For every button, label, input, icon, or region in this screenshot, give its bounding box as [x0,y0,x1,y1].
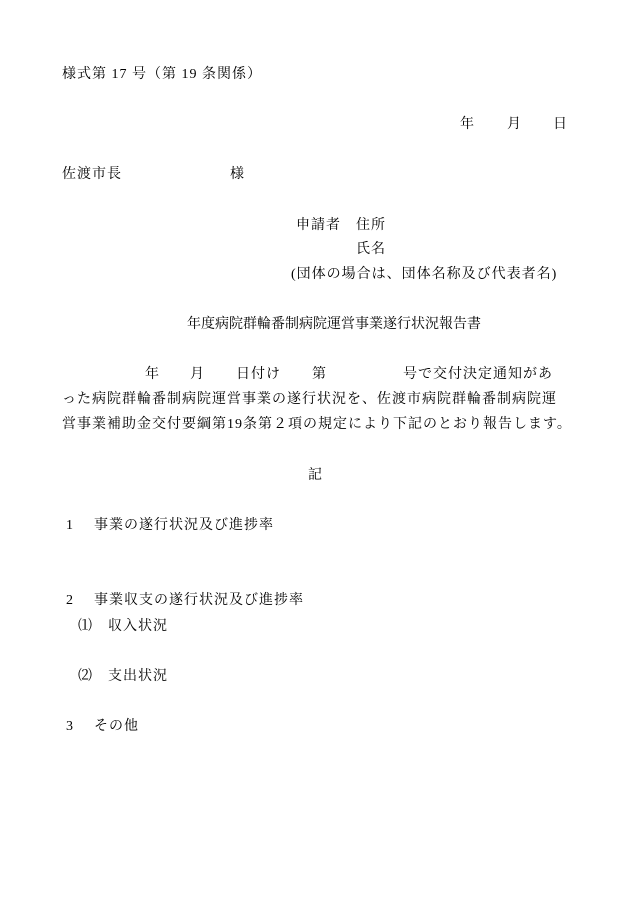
addressee-honorific: 様 [230,167,245,182]
ki-heading: 記 [308,468,323,483]
section-number: 1 [66,518,74,533]
form-number: 様式第 17 号（第 19 条関係） [62,67,262,82]
section-label: 事業収支の遂行状況及び進捗率 [94,593,304,608]
section-label: その他 [94,719,139,734]
addressee-name: 佐渡市長 [62,167,122,182]
body-line1-rest: 号で交付決定通知があ [403,367,553,382]
date-year: 年 [460,117,475,132]
body-day: 日付け [236,367,281,382]
document-title: 年度病院群輪番制病院運営事業遂行状況報告書 [187,317,481,332]
subsection-label: 収入状況 [108,619,168,634]
body-month: 月 [190,367,205,382]
section-number: 2 [66,593,74,608]
applicant-label: 申請者 [296,218,341,233]
body-line2: った病院群輪番制病院運営事業の遂行状況を、佐渡市病院群輪番制病院運 [62,392,557,407]
section-number: 3 [66,719,74,734]
section-label: 事業の遂行状況及び進捗率 [94,518,274,533]
body-number-prefix: 第 [312,367,327,382]
applicant-note: (団体の場合は、団体名称及び代表者名) [291,267,558,282]
body-year: 年 [145,367,160,382]
date-month: 月 [507,117,522,132]
subsection-number: ⑵ [78,669,93,684]
applicant-address-label: 住所 [356,218,386,233]
date-day: 日 [553,117,568,132]
body-line3: 営事業補助金交付要綱第19条第２項の規定により下記のとおり報告します。 [62,417,572,432]
subsection-number: ⑴ [78,619,93,634]
subsection-label: 支出状況 [108,669,168,684]
applicant-name-label: 氏名 [356,242,386,257]
